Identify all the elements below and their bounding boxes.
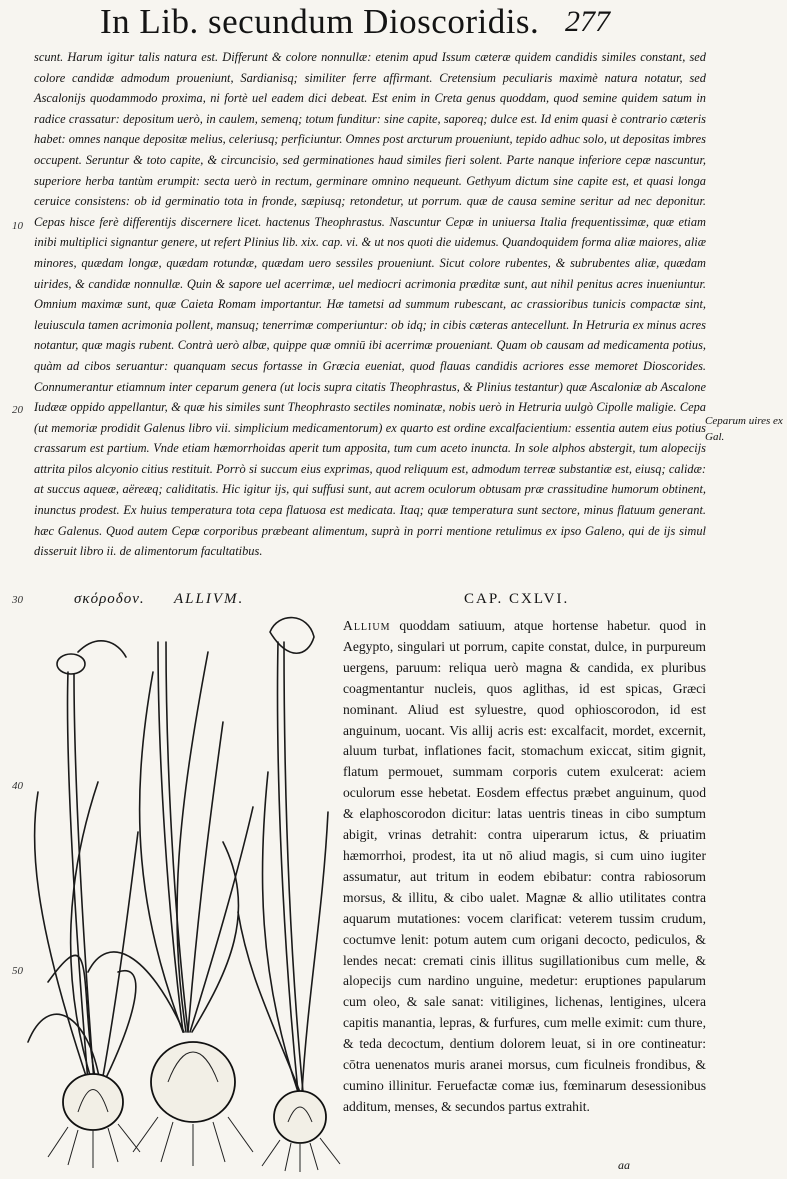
margin-note: Ceparum uires ex Gal. [705, 415, 783, 443]
line-number: 50 [12, 965, 23, 977]
commentary-text [34, 47, 706, 562]
allium-body: quoddam satiuum, atque hortense habetur. quod in Aegypto, singulari ut porrum, capite constat, dulce, in purpureum uergens, paruum: reliqua uerò magna & candida, ex pluribus coagmentantur nucleis, quos aglithas, id est spicas, Græci nominant. Aliud est syluestre, quod ophioscorodon, id est anguinum, uocant. Vis allij acris est: excalfacit, mordet, excernit, aluum turbat, inflationes facit, stomachum exiccat, sitim gignit, flatum permouet, summam corporis cutem exulcerat: aciem oculorum esse hebetat. Eosdem effectus præbet anguinum, quod & elaphoscorodon dicitur: latas uentris tineas in cibo sumptum abigit, vrinas detrahit: contra uiperarum ictus, & priuatim hæmorrhoi, prodest, ita ut nō aliud magis, si cum uino iugiter assumatur, aut tritum in eodem ebibatur: contra rabiosorum morsus, & illitu, & cibo ualet. Magnæ & allio utilitates contra aquarum mutationes: vocem clarificat: veterem tussim crudum, coctumve lenit: potum autem cum origani decocto, pediculos, & lendes necat: cremati cinis illitus sugillationibus cum melle, & alopecijs cum nardino unguine, medetur: eruptiones papularum cum oleo, & sale sanat: vitiligines, lichenas, lentigines, ulcera capitis manantia, lepras, & furfures, cum melle eximit: cum thure, & teda decoctum, dentium dolorem leuat, si in ore contineatur: cōtra uenenatos muris aranei morsus, cum ficulneis frondibus, & cumino illinitur. Feruefactæ comæ ius, fœminarum desessionibus additum, menses, & secundos partus extrahit. [343, 618, 706, 1114]
running-header [100, 0, 700, 44]
latin-name: ALLIVM. [174, 591, 245, 607]
signature-mark: aa [618, 1158, 630, 1172]
allium-description [343, 616, 706, 1118]
line-number: 10 [12, 220, 23, 232]
allium-paragraph [343, 616, 706, 1118]
garlic-plant-illustration [8, 612, 343, 1174]
page-title: In Lib. secundum Dioscoridis. [100, 2, 540, 41]
line-number: 30 [12, 594, 23, 606]
page-number: 277 [565, 5, 610, 38]
chapter-heading [34, 587, 750, 611]
commentary-paragraph: scunt. Harum igitur talis natura est. Differunt & colore nonnullæ: etenim apud Issum cæteræ quidem candidis similes constant, sed colore candidæ admodum proueniunt, Sardianisq; similiter ferre affirmant. Cretensium peculiaris maximè natura notatur, sed Ascalonijs quodammodo proxima, ni fortè uel eadem dici debeat. Est enim in Creta genus quoddam, quod semine quidem satum in radice crassatur: depositum uerò, in caulem, semenq; totum funditur: sine capite, saporeq; dulce est. Id enim quasi è contrario cæteris habet: omnes nanque depositæ melius, celeriusq; perficiuntur. Omnes post arcturum proueniunt, tepido adhuc solo, ut depositas imbres occupent. Seruntur & toto capite, & circuncisio, sed germinationes haud similes fieri solent. Parte nanque inferiore cepæ nascuntur, superiore herba tantùm erumpit: secta uerò in rectum, germinare omnino nequeunt. Gethyum dictum sine capite est, et quasi longa ceruice consistens: ob id germinatio tota in fronde, sæpiusq; retondetur, ut porrum. quæ de causa semine seritur ad nec deponitur. Cepas hisce ferè differentijs discernere licet. hactenus Theophrastus. Nascuntur Cepæ in uniuersa Italia frequentissimæ, quæ etiam inibi multiplici signantur genere, ut refert Plinius lib. xix. cap. vi. & ut nos quoti die uidemus. Quandoquidem forma aliæ maiores, aliæ minores, quædam longæ, quædam rotundæ, quædam uero sessiles proueniunt. Sicut colore rubentes, & subrubentes aliæ, quædam uirides, & candidæ nonnullæ. Quin & sapore uel acerrimæ, uel mediocri acrimonia præditæ sunt, aut nihil penitus acres inueniuntur. Omnium maximæ sunt, quæ Caieta Romam importantur. Hæ tametsi ad summum rubescant, ac crassioribus tunicis compactæ sint, leuiuscula tamen acrimonia pollent, mansuq; tenerrimæ comperiuntur: ob idq; in cibis cæteras antecellunt. In Hetruria ex minus acres notantur, quæ magis rubent. Contrà uerò albæ, quippe quæ omniū ibi acerrimæ proueniant. Quam ob causam ad medicamenta potius, quàm ad cibos seruantur: quanquam secus fortasse in Græcia eueniat, quod flauas candidis acriores esse memoret Dioscorides. Connumerantur etiamnum inter ceparum genera (ut locis supra citatis Theophrastus, & Plinius testantur) quæ Ascaloniæ ab Ascalone Iudææ oppido appellantur, & quæ his similes sunt Theophrasto sectiles nominatæ, nobis uerò in Hetruria uulgò Cipolle maligie. Cepa (ut memoriæ prodidit Galenus libro vii. simplicium medicamentorum) ex quarto est ordine excalfacientium: essentia autem eius potius crassarum est partium. Vnde etiam hæmorrhoidas aperit tum apposita, tum cum aceto inuncta. In sole alphos abstergit, tum alopecijs attrita pilos alcyonio citius restituit. Porrò si succum eius exprimas, quod reliquum est, admodum terreæ substantiæ est, eiusq; calidæ: at succus aqueæ, aëreæq; caliditatis. Hic igitur ijs, qui suffusi sunt, aut acrem oculorum obtusam præ crassitudine humorum obtinent, inunctus prodest. Ex huius temperatura tota cepa flatuosa est medicata. Itaq; quæ temperatura sunt sectore, minus flatuum generant. hæc Galenus. Quod autem Cepæ corporibus præbeant alimentum, suprà in porri mentione retulimus ex ipso Galeno, qui de ijs simul disseruit libro ii. de alimentorum facultatibus. [34, 50, 706, 559]
greek-name: σκόροδον. [74, 591, 145, 607]
initial-word: Allium [343, 618, 391, 633]
chapter-number: CAP. CXLVI. [464, 591, 570, 607]
line-number: 20 [12, 404, 23, 416]
line-number: 40 [12, 780, 23, 792]
